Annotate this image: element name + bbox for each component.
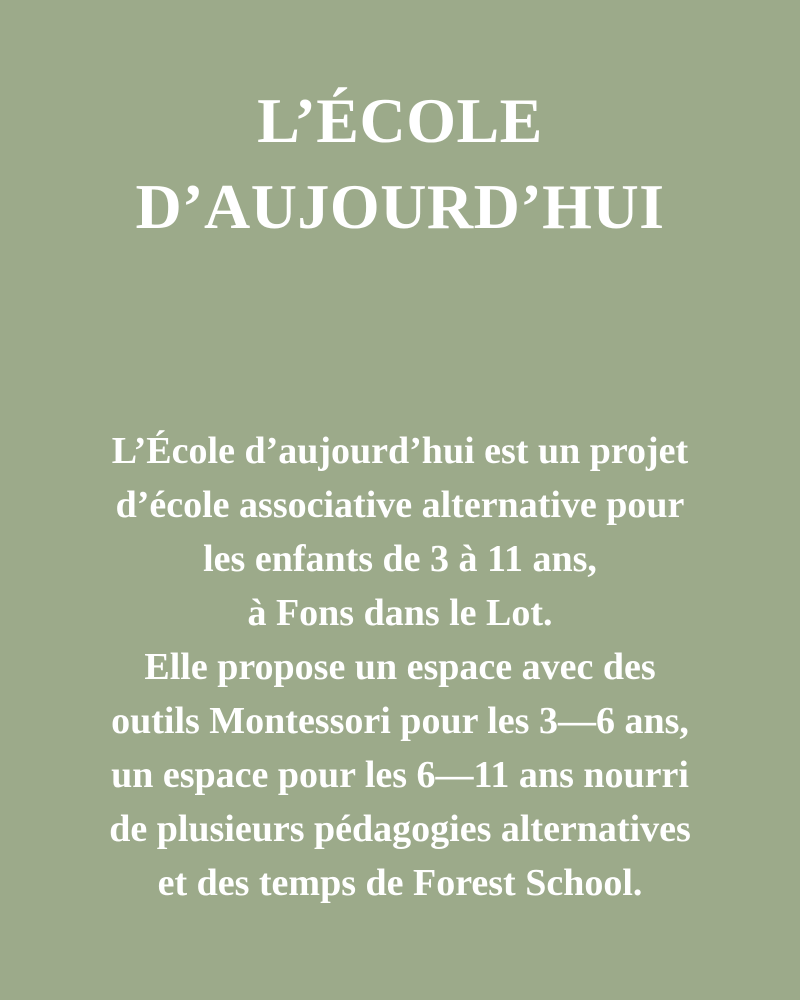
description-line: un espace pour les 6—11 ans nourri	[111, 754, 689, 796]
page-title	[0, 78, 800, 250]
description-line: à Fons dans le Lot.	[247, 592, 553, 634]
description-line: Elle propose un espace avec des	[144, 646, 656, 688]
description-line: outils Montessori pour les 3—6 ans,	[111, 700, 689, 742]
description-line: d’école associative alternative pour	[115, 484, 685, 526]
description-paragraph	[0, 424, 800, 910]
description-line: et des temps de Forest School.	[157, 862, 643, 904]
title-line-2: D’AUJOURD’HUI	[135, 171, 665, 242]
description-line: les enfants de 3 à 11 ans,	[203, 538, 597, 580]
description-line: de plusieurs pédagogies alternatives	[109, 808, 691, 850]
title-line-1: L’ÉCOLE	[257, 85, 543, 156]
description-line: L’École d’aujourd’hui est un projet	[111, 430, 689, 472]
